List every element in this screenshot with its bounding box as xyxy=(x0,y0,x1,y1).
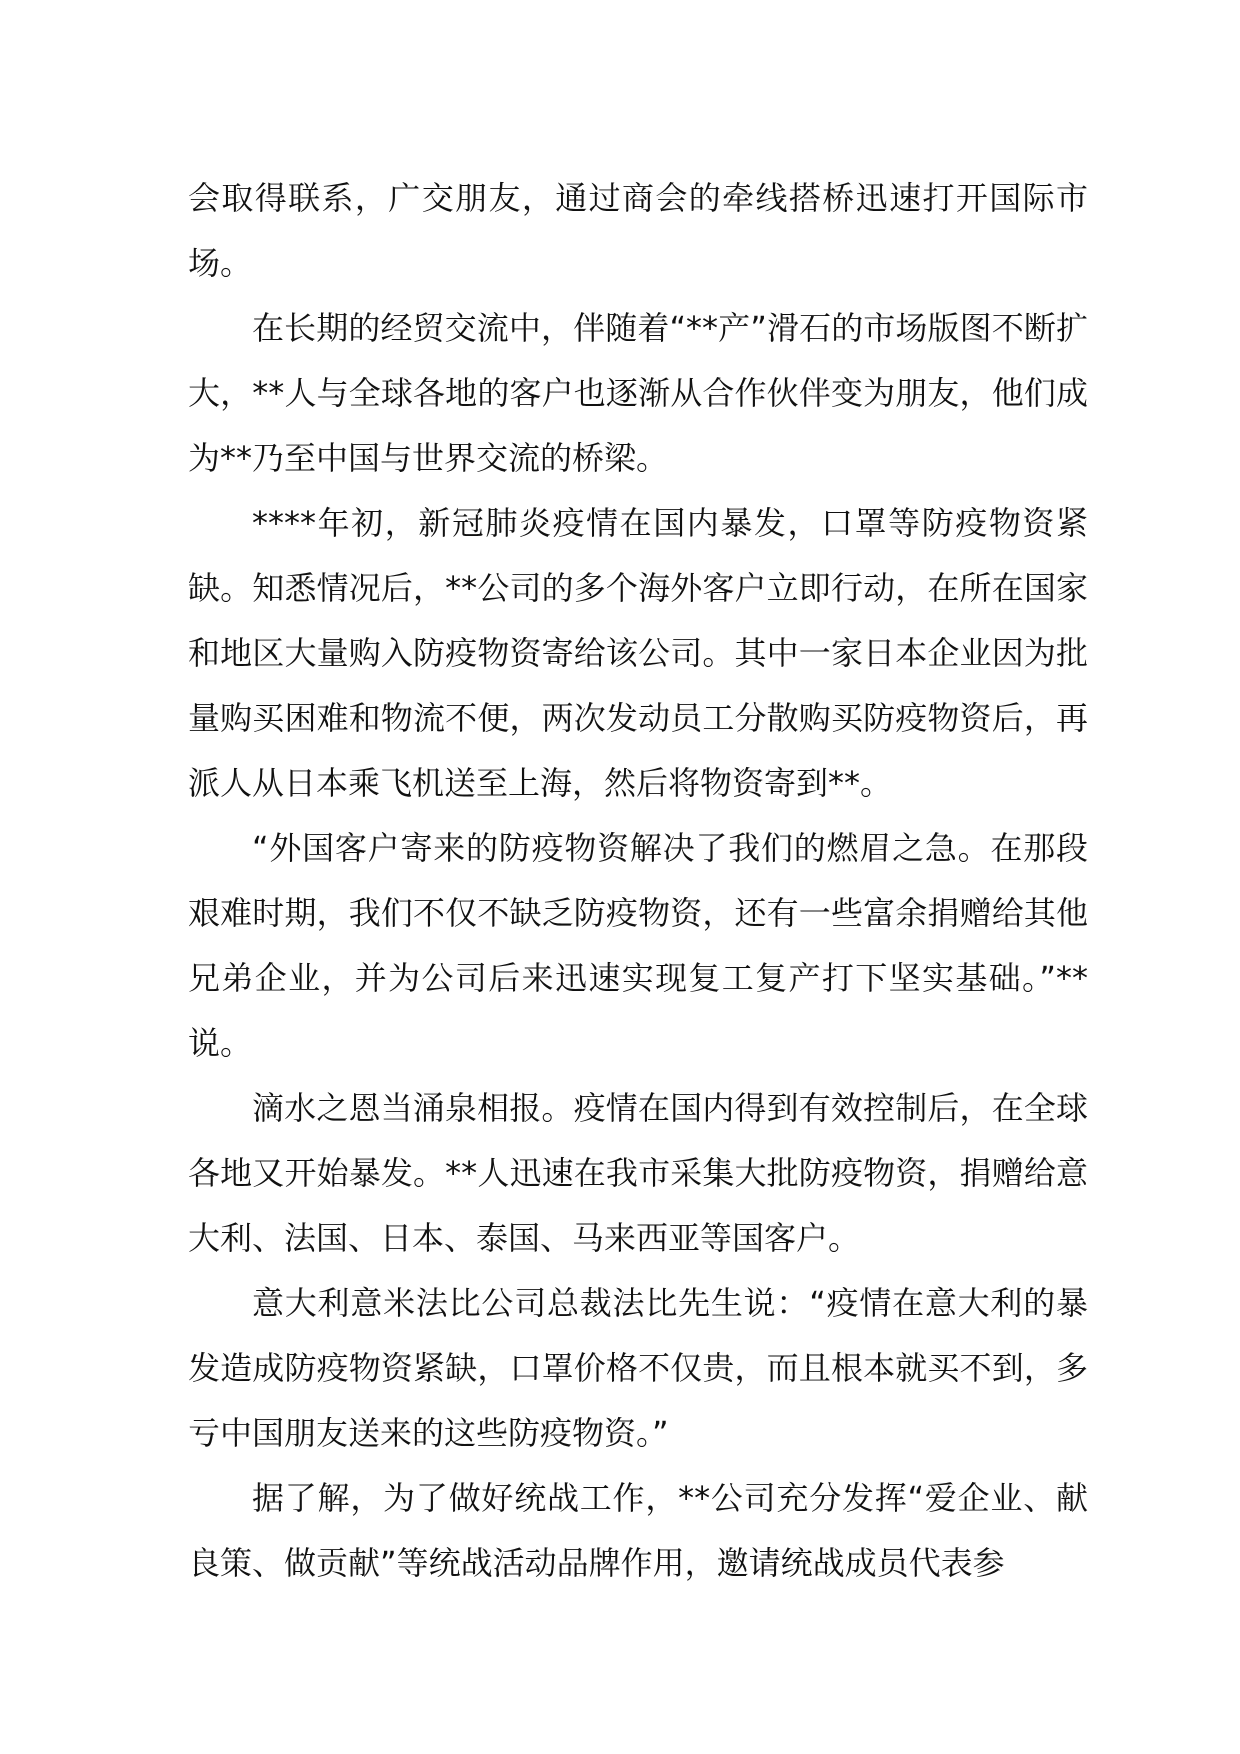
paragraph-7: 据了解，为了做好统战工作，**公司充分发挥“爱企业、献良策、做贡献”等统战活动品牌作用，邀请统战成员代表参 xyxy=(188,1479,1088,1582)
paragraph-5: 滴水之恩当涌泉相报。疫情在国内得到有效控制后，在全球各地又开始暴发。**人迅速在我市采集大批防疫物资，捐赠给意大利、法国、日本、泰国、马来西亚等国客户。 xyxy=(188,1089,1088,1257)
paragraph-2: 在长期的经贸交流中，伴随着“**产”滑石的市场版图不断扩大，**人与全球各地的客户也逐渐从合作伙伴变为朋友，他们成为**乃至中国与世界交流的桥梁。 xyxy=(188,309,1088,477)
paragraph-3: ****年初，新冠肺炎疫情在国内暴发，口罩等防疫物资紧缺。知悉情况后，**公司的多个海外客户立即行动，在所在国家和地区大量购入防疫物资寄给该公司。其中一家日本企业因为批量购买困难和物流不便，两次发动员工分散购买防疫物资后，再派人从日本乘飞机送至上海，然后将物资寄到**。 xyxy=(188,504,1088,802)
paragraph-6: 意大利意米法比公司总裁法比先生说：“疫情在意大利的暴发造成防疫物资紧缺，口罩价格不仅贵，而且根本就买不到，多亏中国朋友送来的这些防疫物资。” xyxy=(188,1284,1088,1452)
document-body xyxy=(188,166,1088,1596)
paragraph-1: 会取得联系，广交朋友，通过商会的牵线搭桥迅速打开国际市场。 xyxy=(188,179,1088,282)
paragraph-4: “外国客户寄来的防疫物资解决了我们的燃眉之急。在那段艰难时期，我们不仅不缺乏防疫物资，还有一些富余捐赠给其他兄弟企业，并为公司后来迅速实现复工复产打下坚实基础。”**说。 xyxy=(188,829,1088,1062)
